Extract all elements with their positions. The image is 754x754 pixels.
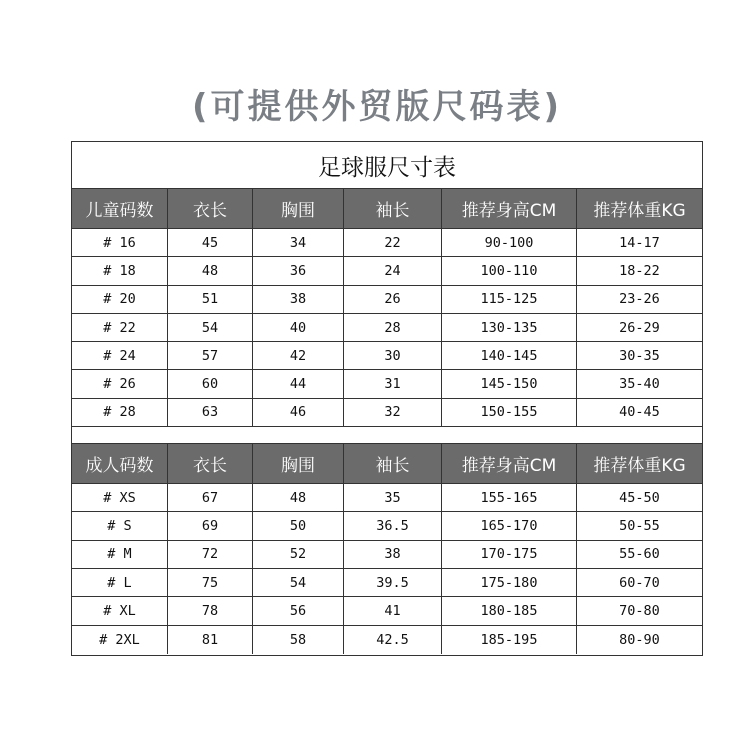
chest-cell: 42 xyxy=(253,342,344,369)
weight-cell: 40-45 xyxy=(619,404,660,421)
kids-header-height: 推荐身高CM xyxy=(442,189,577,228)
weight-cell: 45-50 xyxy=(619,489,660,506)
sleeve-cell: 22 xyxy=(344,229,442,256)
sleeve-cell: 38 xyxy=(344,541,442,568)
table-row xyxy=(72,342,702,370)
size-cell: # 26 xyxy=(72,370,168,397)
length-cell: 72 xyxy=(168,541,253,568)
height-cell: 130-135 xyxy=(442,314,577,341)
chest-cell: 52 xyxy=(253,541,344,568)
kids-header-chest: 胸围 xyxy=(253,189,344,228)
sleeve-cell: 32 xyxy=(344,399,442,426)
size-cell: # M xyxy=(72,541,168,568)
adults-header-row xyxy=(72,444,702,484)
chest-cell: 58 xyxy=(253,626,344,654)
kids-header-row xyxy=(72,189,702,229)
kids-header-sleeve: 袖长 xyxy=(344,189,442,228)
chest-cell: 46 xyxy=(253,399,344,426)
weight-cell: 14-17 xyxy=(619,234,660,251)
weight-cell: 50-55 xyxy=(619,518,660,535)
size-cell: # 2XL xyxy=(72,626,168,654)
weight-cell: 35-40 xyxy=(619,376,660,393)
sleeve-cell: 39.5 xyxy=(344,569,442,596)
height-cell: 185-195 xyxy=(442,626,577,654)
table-title: 足球服尺寸表 xyxy=(72,142,702,189)
table-row xyxy=(72,370,702,398)
adults-header-length: 衣长 xyxy=(168,444,253,483)
size-cell: # XL xyxy=(72,597,168,624)
height-cell: 180-185 xyxy=(442,597,577,624)
height-cell: 100-110 xyxy=(442,257,577,284)
length-cell: 60 xyxy=(168,370,253,397)
height-cell: 165-170 xyxy=(442,512,577,539)
sleeve-cell: 30 xyxy=(344,342,442,369)
chest-cell: 36 xyxy=(253,257,344,284)
height-cell: 115-125 xyxy=(442,286,577,313)
section-divider xyxy=(72,427,702,444)
table-row xyxy=(72,314,702,342)
sleeve-cell: 24 xyxy=(344,257,442,284)
weight-cell: 23-26 xyxy=(619,291,660,308)
sleeve-cell: 35 xyxy=(344,484,442,511)
sleeve-cell: 28 xyxy=(344,314,442,341)
table-row xyxy=(72,541,702,569)
weight-cell: 70-80 xyxy=(619,602,660,619)
chest-cell: 40 xyxy=(253,314,344,341)
adults-header-height: 推荐身高CM xyxy=(442,444,577,483)
table-row xyxy=(72,257,702,285)
length-cell: 57 xyxy=(168,342,253,369)
kids-header-size: 儿童码数 xyxy=(72,189,168,228)
size-cell: # 18 xyxy=(72,257,168,284)
length-cell: 45 xyxy=(168,229,253,256)
length-cell: 54 xyxy=(168,314,253,341)
adults-header-weight: 推荐体重KG xyxy=(593,456,686,477)
kids-header-weight: 推荐体重KG xyxy=(593,201,686,221)
length-cell: 81 xyxy=(168,626,253,654)
adults-header-size: 成人码数 xyxy=(72,444,168,483)
length-cell: 63 xyxy=(168,399,253,426)
length-cell: 51 xyxy=(168,286,253,313)
weight-cell: 26-29 xyxy=(619,319,660,336)
height-cell: 150-155 xyxy=(442,399,577,426)
weight-cell: 18-22 xyxy=(619,262,660,279)
table-row xyxy=(72,569,702,597)
table-row xyxy=(72,512,702,540)
size-cell: # S xyxy=(72,512,168,539)
table-row xyxy=(72,597,702,625)
size-chart-table xyxy=(71,141,703,656)
table-row xyxy=(72,484,702,512)
table-row xyxy=(72,229,702,257)
size-cell: # 28 xyxy=(72,399,168,426)
table-row xyxy=(72,399,702,427)
chest-cell: 56 xyxy=(253,597,344,624)
size-cell: # 20 xyxy=(72,286,168,313)
sleeve-cell: 36.5 xyxy=(344,512,442,539)
chest-cell: 34 xyxy=(253,229,344,256)
chest-cell: 48 xyxy=(253,484,344,511)
table-row xyxy=(72,626,702,654)
adults-header-chest: 胸围 xyxy=(253,444,344,483)
length-cell: 75 xyxy=(168,569,253,596)
weight-cell: 55-60 xyxy=(619,546,660,563)
banner-title: (可提供外贸版尺码表) xyxy=(191,87,563,127)
height-cell: 145-150 xyxy=(442,370,577,397)
size-cell: # 22 xyxy=(72,314,168,341)
sleeve-cell: 41 xyxy=(344,597,442,624)
length-cell: 69 xyxy=(168,512,253,539)
adults-header-sleeve: 袖长 xyxy=(344,444,442,483)
chest-cell: 54 xyxy=(253,569,344,596)
height-cell: 90-100 xyxy=(442,229,577,256)
sleeve-cell: 31 xyxy=(344,370,442,397)
size-cell: # 24 xyxy=(72,342,168,369)
size-cell: # XS xyxy=(72,484,168,511)
weight-cell: 80-90 xyxy=(619,631,660,648)
length-cell: 48 xyxy=(168,257,253,284)
sleeve-cell: 42.5 xyxy=(344,626,442,654)
chest-cell: 44 xyxy=(253,370,344,397)
height-cell: 155-165 xyxy=(442,484,577,511)
height-cell: 175-180 xyxy=(442,569,577,596)
length-cell: 78 xyxy=(168,597,253,624)
length-cell: 67 xyxy=(168,484,253,511)
table-row xyxy=(72,286,702,314)
weight-cell: 60-70 xyxy=(619,574,660,591)
kids-header-length: 衣长 xyxy=(168,189,253,228)
weight-cell: 30-35 xyxy=(619,347,660,364)
size-cell: # L xyxy=(72,569,168,596)
height-cell: 140-145 xyxy=(442,342,577,369)
chest-cell: 38 xyxy=(253,286,344,313)
chest-cell: 50 xyxy=(253,512,344,539)
sleeve-cell: 26 xyxy=(344,286,442,313)
height-cell: 170-175 xyxy=(442,541,577,568)
size-cell: # 16 xyxy=(72,229,168,256)
